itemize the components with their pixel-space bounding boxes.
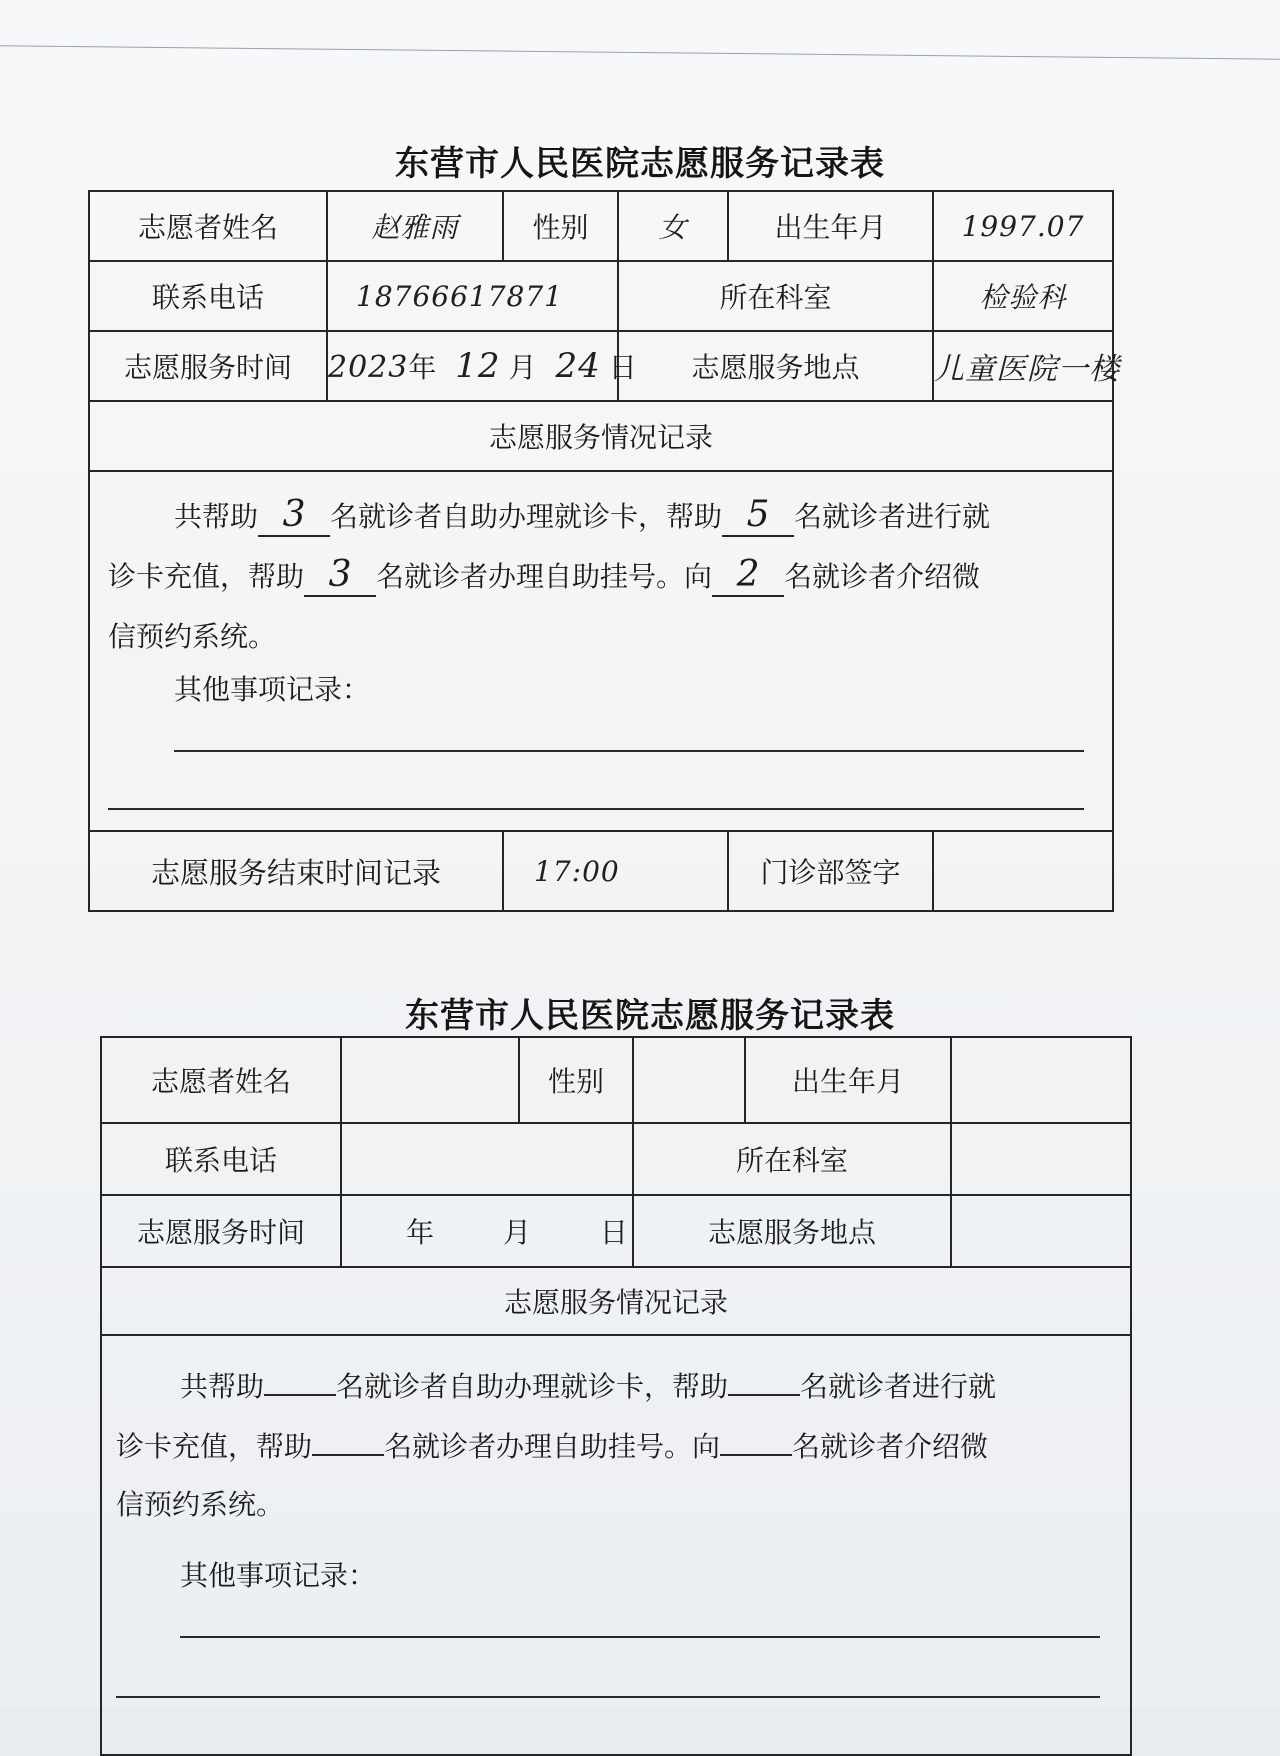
previous-page-edge xyxy=(0,0,1280,60)
record-body xyxy=(89,471,1113,831)
birth-label: 出生年月 xyxy=(728,191,933,261)
month-label: 月 xyxy=(508,351,537,384)
name-label: 志愿者姓名 xyxy=(89,191,327,261)
record-line-2 xyxy=(108,548,980,606)
record-header: 志愿服务情况记录 xyxy=(89,401,1113,471)
count-blank-1: 3 xyxy=(258,495,330,537)
info-table xyxy=(100,1036,1132,1756)
count-blank-3 xyxy=(312,1414,384,1456)
record-line-1 xyxy=(174,488,990,546)
record-line-1 xyxy=(180,1354,996,1416)
text-segment: 共帮助 xyxy=(180,1370,265,1403)
service-date-value xyxy=(341,1195,633,1267)
end-time-value: 17:00 xyxy=(503,831,728,911)
gender-label: 性别 xyxy=(503,191,618,261)
text-segment: 名就诊者自助办理就诊卡，帮助 xyxy=(330,500,723,533)
text-segment: 名就诊者办理自助挂号。向 xyxy=(384,1430,721,1463)
name-value xyxy=(341,1037,519,1123)
day-label: 日 xyxy=(599,1216,628,1249)
form-title: 东营市人民医院志愿服务记录表 xyxy=(395,144,885,184)
month-label: 月 xyxy=(502,1216,531,1249)
service-place-value: 儿童医院一楼 xyxy=(933,331,1113,401)
count-blank-2 xyxy=(728,1354,800,1396)
text-segment: 名就诊者介绍微 xyxy=(784,560,981,593)
form-title: 东营市人民医院志愿服务记录表 xyxy=(405,996,895,1036)
other-notes-line-2 xyxy=(116,1696,1100,1698)
name-value: 赵雅雨 xyxy=(327,191,503,261)
day-value: 24 xyxy=(555,346,601,386)
info-table xyxy=(88,190,1120,912)
year-label: 年 xyxy=(408,351,437,384)
gender-label: 性别 xyxy=(519,1037,633,1123)
count-blank-2: 5 xyxy=(722,495,794,537)
record-header: 志愿服务情况记录 xyxy=(101,1267,1131,1335)
phone-value: 18766617871 xyxy=(327,261,618,331)
count-blank-1 xyxy=(264,1354,336,1396)
other-notes-line-1 xyxy=(180,1636,1100,1638)
name-label: 志愿者姓名 xyxy=(101,1037,341,1123)
service-date-value xyxy=(327,331,637,401)
other-notes-line-2 xyxy=(108,808,1084,810)
text-segment: 共帮助 xyxy=(174,500,259,533)
service-place-value xyxy=(951,1195,1131,1267)
count-blank-4 xyxy=(720,1414,792,1456)
text-segment: 名就诊者办理自助挂号。向 xyxy=(376,560,713,593)
count-blank-4: 2 xyxy=(712,555,784,597)
text-segment: 名就诊者介绍微 xyxy=(792,1430,989,1463)
dept-value: 检验科 xyxy=(933,261,1113,331)
text-segment: 名就诊者自助办理就诊卡，帮助 xyxy=(336,1370,729,1403)
text-segment: 名就诊者进行就 xyxy=(800,1370,997,1403)
birth-value: 1997.07 xyxy=(933,191,1113,261)
record-body xyxy=(101,1335,1131,1755)
signature-label: 门诊部签字 xyxy=(728,831,933,911)
dept-label: 所在科室 xyxy=(618,261,933,331)
service-time-label: 志愿服务时间 xyxy=(101,1195,341,1267)
year-label: 年 xyxy=(406,1216,435,1249)
birth-label: 出生年月 xyxy=(745,1037,951,1123)
year-value: 2023 xyxy=(328,350,409,385)
service-place-label: 志愿服务地点 xyxy=(633,1195,951,1267)
phone-label: 联系电话 xyxy=(101,1123,341,1195)
signature-value xyxy=(933,831,1113,911)
text-segment: 名就诊者进行就 xyxy=(794,500,991,533)
record-line-2 xyxy=(116,1414,988,1476)
phone-label: 联系电话 xyxy=(89,261,327,331)
month-value: 12 xyxy=(455,346,501,386)
other-notes-label: 其他事项记录： xyxy=(180,1559,377,1592)
record-line-3: 信预约系统。 xyxy=(116,1488,285,1521)
day-label: 日 xyxy=(608,351,637,384)
text-segment: 诊卡充值，帮助 xyxy=(116,1430,313,1463)
dept-label: 所在科室 xyxy=(633,1123,951,1195)
end-time-label: 志愿服务结束时间记录 xyxy=(89,831,503,911)
dept-value xyxy=(951,1123,1131,1195)
birth-value xyxy=(951,1037,1131,1123)
count-blank-3: 3 xyxy=(304,555,376,597)
gender-value: 女 xyxy=(618,191,728,261)
gender-value xyxy=(633,1037,745,1123)
service-place-label: 志愿服务地点 xyxy=(618,331,933,401)
text-segment: 诊卡充值，帮助 xyxy=(108,560,305,593)
other-notes-line-1 xyxy=(174,750,1084,752)
phone-value xyxy=(341,1123,633,1195)
service-time-label: 志愿服务时间 xyxy=(89,331,327,401)
record-line-3: 信预约系统。 xyxy=(108,620,277,653)
other-notes-label: 其他事项记录： xyxy=(174,673,371,706)
